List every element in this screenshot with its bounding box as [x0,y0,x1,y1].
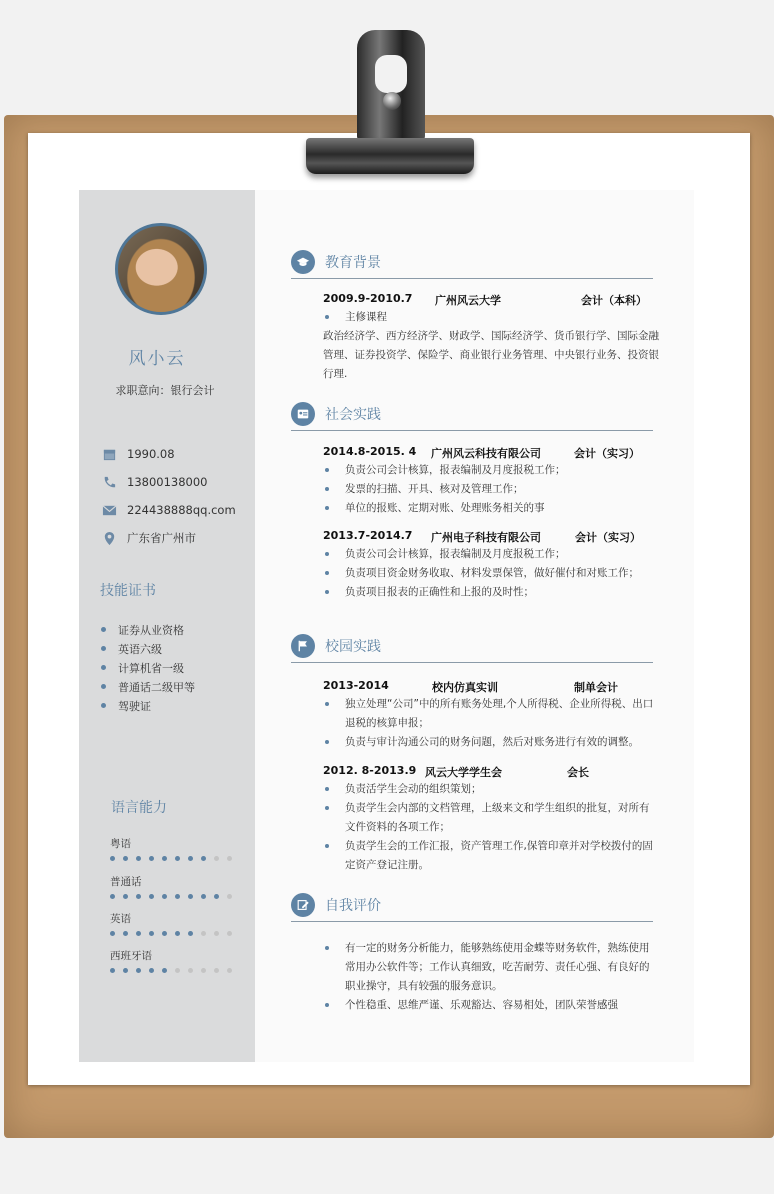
campus-role: 制单会计 [574,681,618,694]
campus-duties [323,780,659,875]
level-dot-filled [188,894,193,899]
level-dot-filled [162,856,167,861]
level-dot-empty [227,894,232,899]
job-duty: 负责公司会计核算，报表编制及月度报税工作； [323,461,659,480]
language-name: 粤语 [110,838,131,850]
level-dot-filled [175,931,180,936]
resume-main [255,190,694,1062]
campus-org: 校内仿真实训 [432,681,498,694]
campus-duty: 负责活学生会动的组织策划； [323,780,659,799]
job-duty: 负责项目报表的正确性和上报的及时性； [323,583,659,602]
level-dot-empty [201,968,206,973]
level-dot-empty [227,856,232,861]
phone-icon [101,474,117,490]
phone-number: 13800138000 [127,475,208,489]
skill-item: 英语六级 [101,639,195,658]
language-item [110,836,240,861]
level-dot-filled [149,856,154,861]
job-date: 2014.8-2015. 4 [323,445,417,458]
phone-row [101,474,207,490]
edu-bullet: 主修课程 [323,308,659,327]
level-dot-filled [110,968,115,973]
binder-clip-base [306,138,474,174]
edu-school: 广州风云大学 [435,294,501,307]
edu-bullets [323,308,659,327]
mail-icon [101,502,117,518]
resume [79,190,694,1062]
level-dot-empty [188,968,193,973]
location: 广东省广州市 [127,531,196,545]
edu-courses: 政治经济学、西方经济学、财政学、国际经济学、货币银行学、国际金融管理、证券投资学、保险学、商业银行业务管理、中央银行业务、投资银行理. [323,330,659,380]
edit-pencil-icon [291,893,315,917]
level-dot-filled [162,894,167,899]
skills-list [101,620,195,715]
job-intent: 求职意向：银行会计 [115,384,215,397]
binder-clip-icon [357,30,425,142]
calendar-icon [101,446,117,462]
resume-sidebar [79,190,255,1062]
level-dot-filled [149,894,154,899]
level-dot-filled [149,931,154,936]
job-date: 2013.7-2014.7 [323,529,413,542]
job-duty: 发票的扫描、开具、核对及管理工作； [323,480,659,499]
birth-date-row [101,446,175,462]
job-duties [323,545,659,602]
language-level [110,894,240,899]
section-title: 自我评价 [325,898,381,914]
level-dot-empty [214,931,219,936]
level-dot-filled [136,856,141,861]
edu-date: 2009.9-2010.7 [323,292,413,305]
language-level [110,856,240,861]
email-address: 224438888qq.com [127,503,236,517]
level-dot-filled [136,894,141,899]
level-dot-filled [201,856,206,861]
skill-item: 计算机省一级 [101,658,195,677]
level-dot-filled [123,968,128,973]
campus-role: 会长 [567,766,589,779]
campus-duty: 负责学生会内部的文档管理，上级来文和学生组织的批复，对所有文件资料的各项工作； [323,799,659,837]
location-row [101,530,196,546]
level-dot-empty [227,968,232,973]
edu-major: 会计（本科） [581,294,647,307]
flag-icon [291,634,315,658]
level-dot-empty [227,931,232,936]
languages-heading: 语言能力 [111,800,167,816]
email-row [101,502,236,518]
level-dot-empty [214,968,219,973]
campus-duties [323,695,659,752]
level-dot-filled [162,968,167,973]
avatar [115,223,207,315]
level-dot-filled [123,856,128,861]
skill-item: 普通话二级甲等 [101,677,195,696]
job-role: 会计（实习） [574,447,640,460]
level-dot-filled [175,894,180,899]
level-dot-filled [136,931,141,936]
language-name: 普通话 [110,876,142,888]
level-dot-filled [136,968,141,973]
level-dot-empty [214,856,219,861]
level-dot-filled [110,931,115,936]
level-dot-filled [188,856,193,861]
level-dot-filled [110,894,115,899]
level-dot-filled [123,931,128,936]
level-dot-filled [188,931,193,936]
id-card-icon [291,402,315,426]
campus-org: 风云大学学生会 [425,766,502,779]
candidate-name: 风小云 [128,349,186,369]
level-dot-filled [123,894,128,899]
job-duties [323,461,659,518]
campus-section-header [291,634,653,663]
location-pin-icon [101,530,117,546]
language-item [110,911,240,936]
level-dot-filled [149,968,154,973]
level-dot-empty [175,968,180,973]
job-duty: 单位的报账、定期对账、处理账务相关的事 [323,499,659,518]
campus-duty: 负责与审计沟通公司的财务问题，然后对账务进行有效的调整。 [323,733,659,752]
campus-duty: 独立处理“公司”中的所有账务处理,个人所得税、企业所得税、出口退税的核算申报； [323,695,659,733]
graduation-cap-icon [291,250,315,274]
practice-section-header [291,402,653,431]
skills-heading: 技能证书 [100,583,156,599]
self-evaluation-item: 个性稳重、思维严谨、乐观豁达、容易相处，团队荣誉感强 [323,996,659,1015]
job-company: 广州风云科技有限公司 [431,447,541,460]
language-level [110,968,240,973]
job-company: 广州电子科技有限公司 [431,531,541,544]
campus-date: 2012. 8-2013.9 [323,764,417,777]
language-item [110,874,240,899]
campus-date: 2013-2014 [323,679,389,692]
self-section-header [291,893,653,922]
language-name: 英语 [110,913,131,925]
job-role: 会计（实习） [575,531,641,544]
campus-duty: 负责学生会的工作汇报，资产管理工作,保管印章并对学校拨付的固定资产登记注册。 [323,837,659,875]
self-evaluation-list [323,939,659,1015]
level-dot-filled [201,894,206,899]
language-name: 西班牙语 [110,950,152,962]
job-duty: 负责项目资金财务收取、材料发票保管，做好催付和对账工作； [323,564,659,583]
section-title: 社会实践 [325,407,381,423]
self-evaluation-item: 有一定的财务分析能力，能够熟练使用金蝶等财务软件，熟练使用常用办公软件等；工作认真细致，吃苦耐劳、责任心强、有良好的职业操守，具有较强的服务意识。 [323,939,659,996]
job-duty: 负责公司会计核算，报表编制及月度报税工作； [323,545,659,564]
birth-date: 1990.08 [127,447,175,461]
level-dot-filled [175,856,180,861]
language-item [110,948,240,973]
level-dot-filled [110,856,115,861]
education-section-header [291,250,653,279]
level-dot-empty [201,931,206,936]
language-level [110,931,240,936]
level-dot-filled [162,931,167,936]
section-title: 校园实践 [325,639,381,655]
skill-item: 驾驶证 [101,696,195,715]
level-dot-filled [214,894,219,899]
section-title: 教育背景 [325,255,381,271]
skill-item: 证券从业资格 [101,620,195,639]
